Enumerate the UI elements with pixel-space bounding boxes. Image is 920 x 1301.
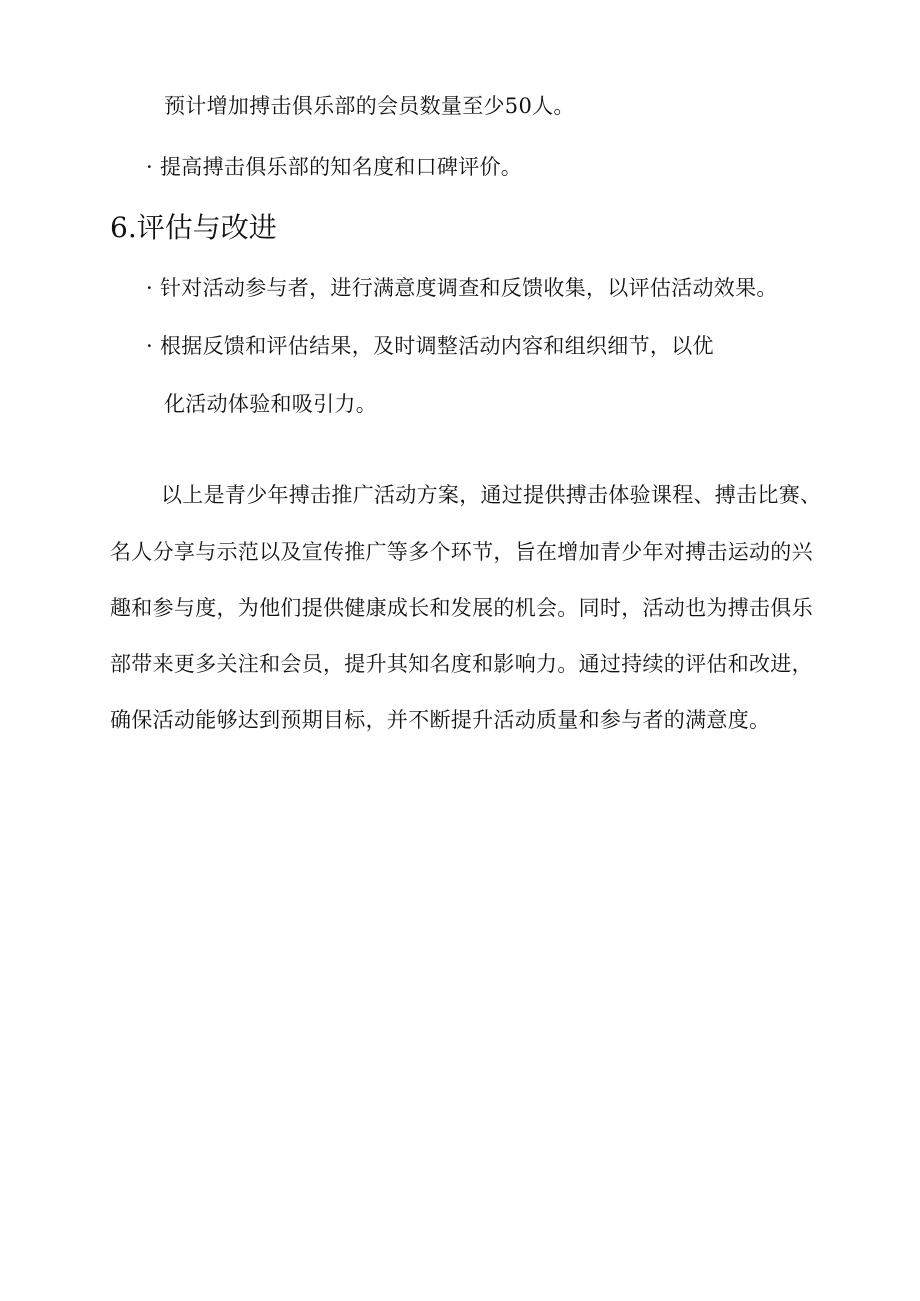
- list-item: [146, 332, 714, 360]
- bullet-marker: ·: [146, 155, 153, 179]
- section-heading: 6.评估与改进: [110, 211, 277, 244]
- conclusion-line: 确保活动能够达到预期目标，并不断提升活动质量和参与者的满意度。: [110, 708, 771, 732]
- list-item: [146, 153, 522, 181]
- list-item-continuation: 化活动体验和吸引力。: [164, 392, 377, 416]
- list-item-text: 提高搏击俱乐部的知名度和口碑评价。: [160, 155, 523, 179]
- continuation-line: 预计增加搏击俱乐部的会员数量至少50人。: [164, 94, 575, 118]
- conclusion-line: 名人分享与示范以及宣传推广等多个环节，旨在增加青少年对搏击运动的兴: [110, 540, 813, 564]
- conclusion-line: 以上是青少年搏击推广活动方案，通过提供搏击体验课程、搏击比赛、: [161, 483, 822, 507]
- list-item: [146, 274, 778, 302]
- list-item-text: 针对活动参与者，进行满意度调查和反馈收集，以评估活动效果。: [160, 276, 778, 300]
- list-item-text: 根据反馈和评估结果，及时调整活动内容和组织细节，以优: [160, 334, 714, 358]
- bullet-marker: ·: [146, 276, 153, 300]
- conclusion-line: 趣和参与度，为他们提供健康成长和发展的机会。同时，活动也为搏击俱乐: [110, 596, 813, 620]
- bullet-marker: ·: [146, 334, 153, 358]
- conclusion-line: 部带来更多关注和会员，提升其知名度和影响力。通过持续的评估和改进，: [110, 652, 813, 676]
